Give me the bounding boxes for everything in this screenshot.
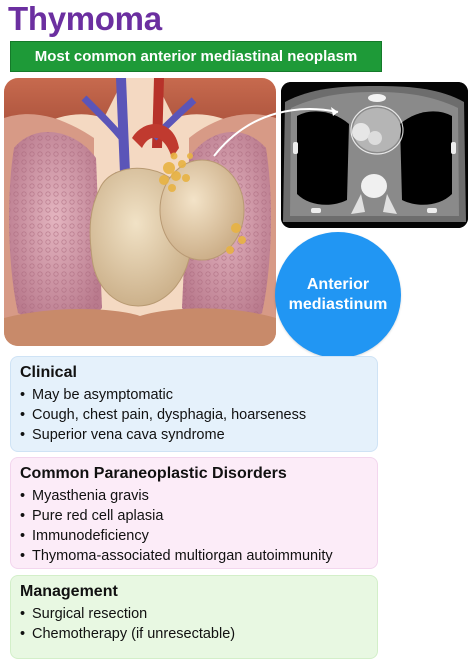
list-item: • Surgical resection [20,604,367,624]
list-item: • Chemotherapy (if unresectable) [20,624,367,644]
paraneoplastic-list [20,486,367,566]
management-list [20,604,367,644]
badge-line-1: Anterior [306,276,370,293]
list-item: • Cough, chest pain, dysphagia, hoarseness [20,405,367,425]
management-section [10,575,378,659]
paraneoplastic-heading: Common Paraneoplastic Disorders [20,465,287,482]
clinical-heading: Clinical [20,364,77,381]
anterior-mediastinum-badge [275,232,401,358]
subtitle-banner: Most common anterior mediastinal neoplasm [10,41,382,72]
page-title: Thymoma [8,0,162,37]
list-item: • May be asymptomatic [20,385,367,405]
list-item: • Superior vena cava syndrome [20,425,367,445]
chest-ct-scan [281,82,468,228]
clinical-section [10,356,378,452]
clinical-list [20,385,367,445]
list-item: • Immunodeficiency [20,526,367,546]
list-item: • Thymoma-associated multiorgan autoimmunity [20,546,367,566]
list-item: • Pure red cell aplasia [20,506,367,526]
badge-line-2: mediastinum [288,296,388,313]
list-item: • Myasthenia gravis [20,486,367,506]
thorax-anatomy-illustration [4,78,276,346]
management-heading: Management [20,583,118,600]
paraneoplastic-section [10,457,378,569]
